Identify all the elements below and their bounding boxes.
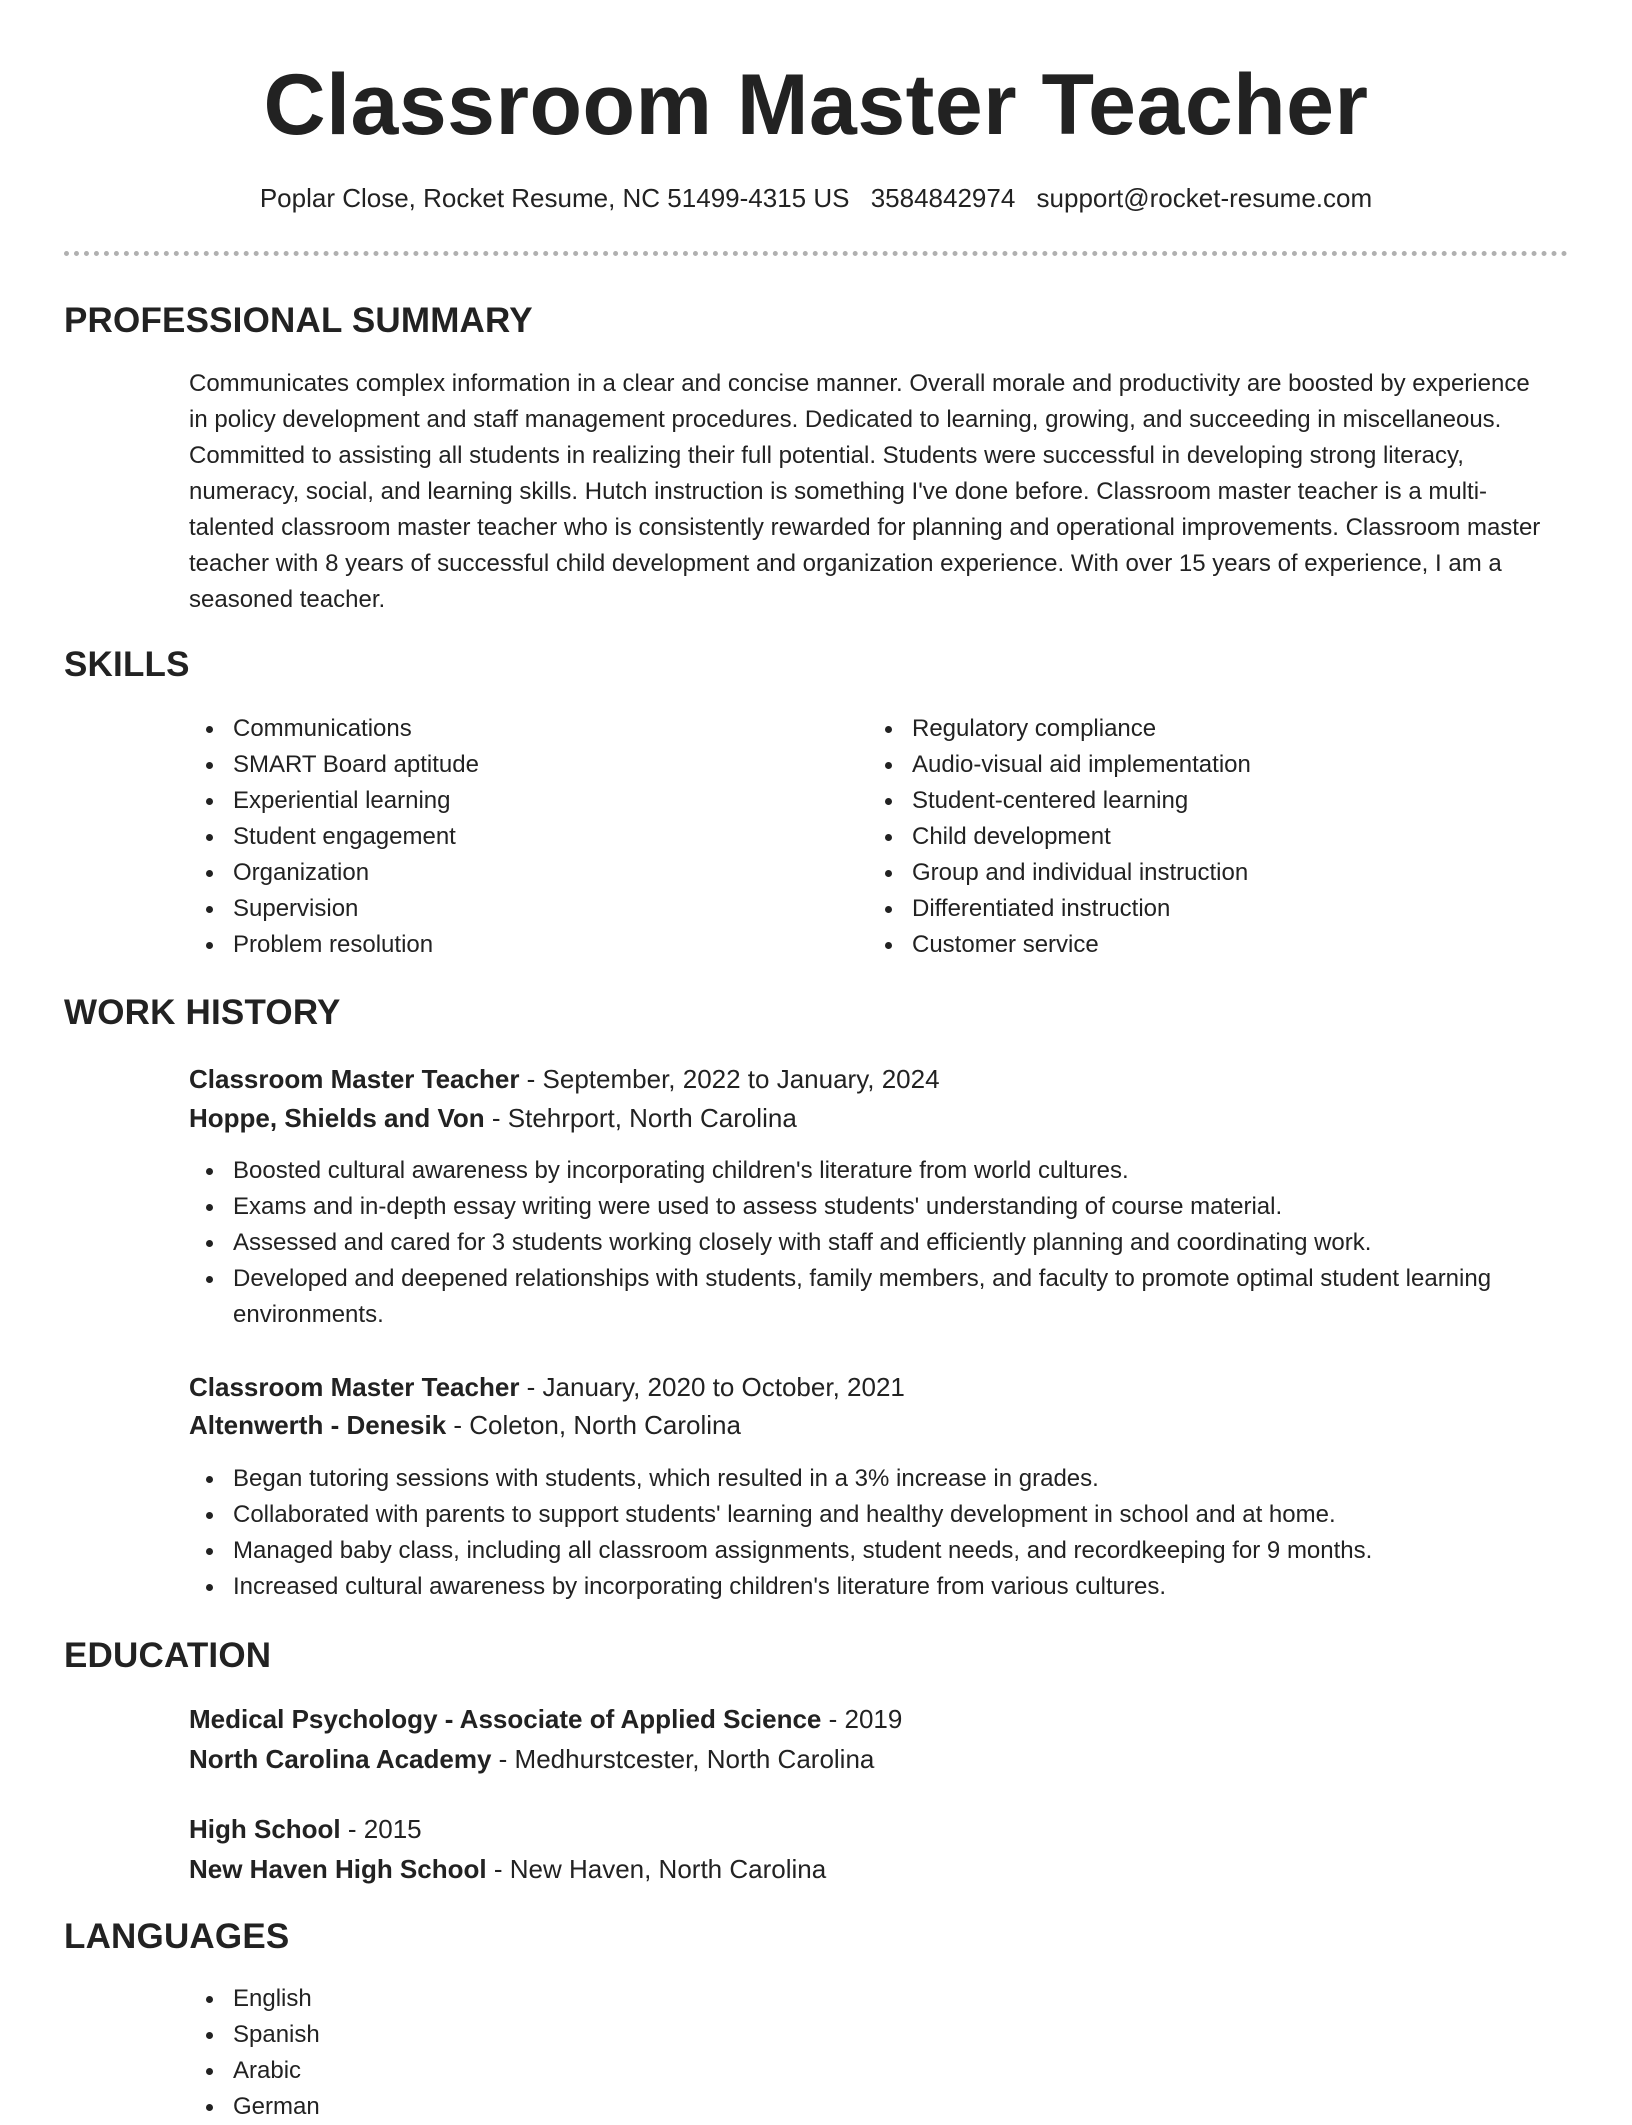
education-year: - 2019 [821,1704,903,1734]
job-employer-line [189,1406,741,1444]
job-bullet: Exams and in-depth essay writing were used to assess students' understanding of course material. [189,1189,1569,1225]
education-school: North Carolina Academy [189,1744,492,1774]
job-location: - Coleton, North Carolina [446,1410,741,1440]
contact-email: support@rocket-resume.com [1036,183,1373,213]
contact-phone: 3584842974 [870,183,1016,213]
job-role: Classroom Master Teacher [189,1064,520,1094]
skill-item: Problem resolution [189,927,829,963]
job-bullet: Boosted cultural awareness by incorporating children's literature from world cultures. [189,1153,1569,1189]
education-year: - 2015 [340,1814,422,1844]
skill-item: Student engagement [189,819,829,855]
job-bullet: Collaborated with parents to support students' learning and healthy development in school and at home. [189,1497,1569,1533]
job-bullets [189,1153,1569,1333]
job-employer: Hoppe, Shields and Von [189,1103,485,1133]
job-bullet: Increased cultural awareness by incorporating children's literature from various cultures. [189,1569,1569,1605]
section-title-education: EDUCATION [64,1636,272,1675]
job-bullet: Began tutoring sessions with students, which resulted in a 3% increase in grades. [189,1461,1569,1497]
skill-item: SMART Board aptitude [189,747,829,783]
contact-line [0,181,1632,215]
job-title-line [189,1368,905,1406]
education-location: - New Haven, North Carolina [486,1854,827,1884]
education-school-line [189,1850,826,1888]
languages-list [189,1981,1569,2125]
skill-item: Student-centered learning [868,783,1508,819]
job-dates: - September, 2022 to January, 2024 [519,1064,940,1094]
education-location: - Medhurstcester, North Carolina [491,1744,875,1774]
education-degree: Medical Psychology - Associate of Applied Science [189,1704,822,1734]
section-title-summary: PROFESSIONAL SUMMARY [64,301,533,340]
education-degree-line [189,1700,902,1738]
skill-item: Supervision [189,891,829,927]
job-bullet: Assessed and cared for 3 students working closely with staff and efficiently planning and coordinating work. [189,1225,1569,1261]
education-school: New Haven High School [189,1854,487,1884]
skill-item: Communications [189,711,829,747]
skill-item: Experiential learning [189,783,829,819]
job-employer: Altenwerth - Denesik [189,1410,447,1440]
education-school-line [189,1740,874,1778]
skill-item: Child development [868,819,1508,855]
candidate-name: Classroom Master Teacher [263,57,1369,153]
language-item: Arabic [189,2053,1569,2089]
skill-item: Group and individual instruction [868,855,1508,891]
education-degree: High School [189,1814,341,1844]
job-dates: - January, 2020 to October, 2021 [519,1372,905,1402]
skills-list-right [868,711,1508,963]
language-item: English [189,1981,1569,2017]
summary-text: Communicates complex information in a clear and concise manner. Overall morale and productivity are boosted by experience in policy development and staff management procedures. Dedicated to learning, growing, and succeeding in miscellaneous. Committed to assisting all students in realizing their full potential. Students were successful in developing strong literacy, numeracy, social, and learning skills. Hutch instruction is something I've done before. Classroom master teacher is a multi-talented classroom master teacher who is consistently rewarded for planning and operational improvements. Classroom master teacher with 8 years of successful child development and organization experience. With over 15 years of experience, I am a seasoned teacher. [189,370,1541,613]
section-title-skills: SKILLS [64,645,190,684]
job-bullet: Developed and deepened relationships with students, family members, and faculty to promote optimal student learning environments. [189,1261,1569,1333]
job-bullets [189,1461,1569,1605]
language-item: German [189,2089,1569,2125]
job-bullet: Managed baby class, including all classroom assignments, student needs, and recordkeeping for 9 months. [189,1533,1569,1569]
skill-item: Organization [189,855,829,891]
job-location: - Stehrport, North Carolina [484,1103,797,1133]
job-title-line [189,1060,940,1098]
header-divider [64,251,1568,256]
skill-item: Differentiated instruction [868,891,1508,927]
contact-address: Poplar Close, Rocket Resume, NC 51499-4315 US [259,183,850,213]
job-role: Classroom Master Teacher [189,1372,520,1402]
language-item: Spanish [189,2017,1569,2053]
skill-item: Customer service [868,927,1508,963]
skills-list-left [189,711,829,963]
skill-item: Regulatory compliance [868,711,1508,747]
section-title-work-history: WORK HISTORY [64,993,341,1032]
skill-item: Audio-visual aid implementation [868,747,1508,783]
section-title-languages: LANGUAGES [64,1917,290,1956]
education-degree-line [189,1810,422,1848]
job-employer-line [189,1099,797,1137]
